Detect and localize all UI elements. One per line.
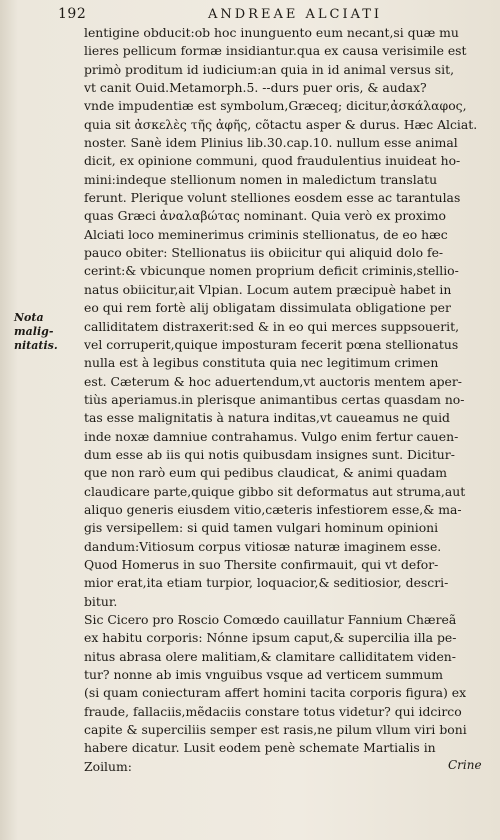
text-line: gis versipellem: si quid tamen vulgari hominum opinioni [84,520,439,536]
text-line: vel corruperit,quique imposturam fecerit pœna stellionatus [84,336,459,352]
text-line: cerint:& vbicunque nomen proprium deficit criminis,stellio- [84,263,459,279]
text-line: capite & superciliis semper est rasis,ne pilum vllum viri boni [84,722,467,738]
text-line: natus obiicitur,ait Vlpian. Locum autem præcipuè habet in [84,281,452,297]
margin-note-text: Nota malig- nitatis. [14,311,58,352]
text-line: quas Græci ἀναλαβώτας nominant. Quia verò ex proximo [84,208,446,224]
text-line: lieres pellicum formæ insidiantur.qua ex causa verisimile est [84,43,467,59]
text-line: Alciati loco meminerimus criminis stellionatus, de eo hæc [84,226,448,242]
text-line: habere dicatur. Lusit eodem penè schemate Martialis in [84,740,436,756]
text-line: dum esse ab iis qui notis quibusdam insignes sunt. Dicitur- [84,446,455,462]
text-line: aliquo generis eiusdem vitio,cæteris infestiorem esse,& ma- [84,501,462,517]
text-line: ferunt. Plerique volunt stelliones eosdem esse ac tarantulas [84,190,461,206]
page-number: 192 [58,6,87,22]
text-line: bitur. [84,593,118,609]
text-line: (si quam coniecturam affert homini tacita corporis figura) ex [84,685,467,701]
text-line: que non rarò eum qui pedibus claudicat, & animi quadam [84,465,448,481]
text-line: claudicare parte,quique gibbo sit deformatus aut struma,aut [84,483,466,499]
text-line: quia sit ἀσκελὲς τῆς ἀφῆς, cõtactu asper & durus. Hæc Alciat. [84,116,478,132]
text-line: tas esse malignitatis à natura inditas,vt caueamus ne quid [84,410,450,426]
text-line: vt canit Ouid.Metamorph.5. --durs puer oris, & audax? [84,80,427,96]
text-line: dandum:Vitiosum corpus vitiosæ naturæ imaginem esse. [84,538,442,554]
text-line: Zoilum: [84,758,132,774]
text-line: nitus abrasa olere malitiam,& clamitare calliditatem viden- [84,648,456,664]
text-line: mini:indeque stellionum nomen in maledictum translatu [84,171,438,187]
text-line: dicit, ex opinione communi, quod fraudulentius inuideat ho- [84,153,461,169]
text-line: calliditatem distraxerit:sed & in eo qui merces suppsouerit, [84,318,460,334]
text-line: pauco obiter: Stellionatus iis obiicitur qui aliquid dolo fe- [84,245,444,261]
text-line: nulla est à legibus constituta quia nec legitimum crimen [84,355,439,371]
text-line: tiùs aperiamus.in plerisque animantibus certas quasdam no- [84,391,465,407]
text-line: est. Cæterum & hoc aduertendum,vt auctoris mentem aper- [84,373,462,389]
text-line: primò proditum id iudicium:an quia in id animal versus sit, [84,61,455,77]
text-line: Sic Cicero pro Roscio Comœdo cauillatur Fannium Chæreã [84,612,457,627]
text-line: eo qui rem fortè alij obligatam dissimulata obligatione per [84,300,451,316]
running-head: ANDREAE ALCIATI [208,7,383,22]
text-line: lentigine obducit:ob hoc inunguento eum necant,si quæ mu [84,25,459,40]
text-line: inde noxæ damniue contrahamus. Vulgo enim fertur cauen- [84,428,459,444]
text-line: ex habitu corporis: Nónne ipsum caput,& supercilia illa pe- [84,630,457,646]
page-header [58,6,488,24]
text-line: noster. Sanè idem Plinius lib.30.cap.10. nullum esse animal [84,135,458,151]
margin-note [14,311,78,353]
text-line: Quod Homerus in suo Thersite confirmauit, qui vt defor- [84,556,439,572]
text-line: tur? nonne ab imis vnguibus vsque ad verticem summum [84,667,443,683]
text-line: vnde impudentiæ est symbolum,Græceq; dicitur,ἀσκάλαφος, [84,98,467,114]
text-line: fraude, fallaciis,mẽdaciis constare totus videtur? qui idcirco [84,703,462,719]
text-line: mior erat,ita etiam turpior, loquacior,& seditiosior, descri- [84,575,449,591]
body-text [84,24,486,776]
catchword: Crine [448,758,482,772]
